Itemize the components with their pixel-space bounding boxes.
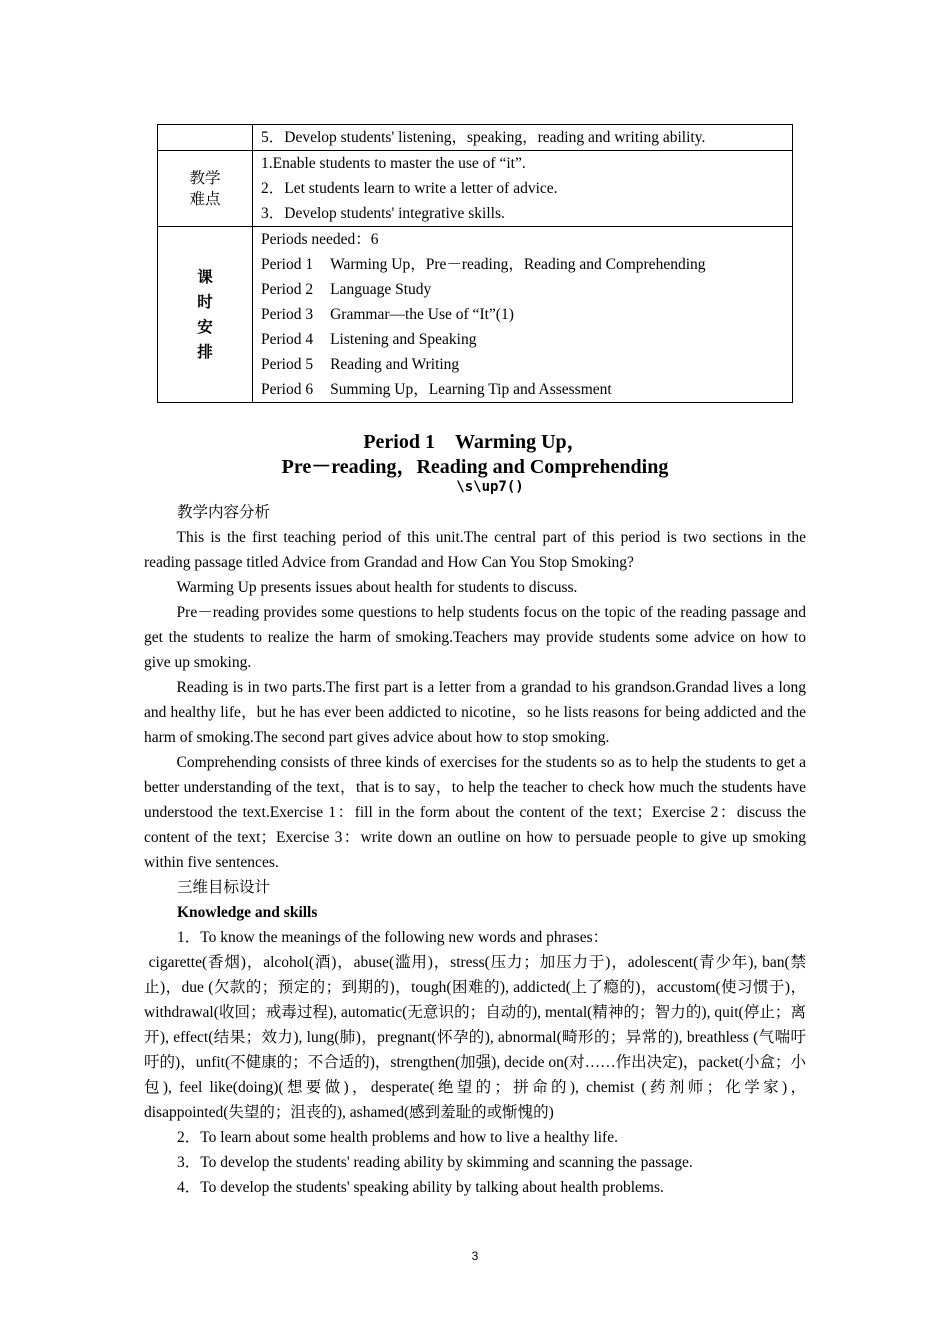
label-char: 时 <box>197 293 213 311</box>
label-char: 课 <box>197 268 213 286</box>
period-line: Period 5 Reading and Writing <box>261 356 460 373</box>
period-line: Period 2 Language Study <box>261 281 432 298</box>
section-title-line2: Pre－reading，Reading and Comprehending <box>281 456 669 478</box>
difficulties-label <box>158 151 253 227</box>
difficulties-cell <box>253 151 793 227</box>
field-code: \s\up7() <box>456 479 524 495</box>
objective-line: 5．Develop students' listening，speaking，reading and writing ability. <box>261 129 706 146</box>
subheading-knowledge-skills: Knowledge and skills <box>177 904 318 921</box>
vocabulary-list: cigarette(香烟)，alcohol(酒)，abuse(滥用)，stress(压力；加压力于)，adolescent(青少年), ban(禁止)，due (欠款的；预定的；到期的)，tough(困难的), addicted(上了瘾的)，accustom(使习惯于)，withdrawal(收回；戒毒过程), automatic(无意识的；自动的), mental(精神的；智力的), quit(停止；离开), effect(结果；效力), lung(肺)，pregnant(怀孕的), abnormal(畸形的；异常的), breathless (气喘吁吁的)，unfit(不健康的；不合适的)，strengthen(加强), decide on(对……作出决定)，packet(小盒；小包), feel like(doing)(想要做)，desperate(绝望的；拼命的), chemist (药剂师；化学家)，disappointed(失望的；沮丧的), ashamed(感到羞耻的或惭愧的) <box>144 954 806 1121</box>
lesson-plan-table <box>157 124 793 403</box>
label-line: 教学 <box>189 169 221 187</box>
label-char: 排 <box>197 343 213 361</box>
document-body <box>144 500 806 1200</box>
objective-item: 3．To develop the students' reading ability by skimming and scanning the passage. <box>177 1154 693 1171</box>
heading-objectives: 三维目标设计 <box>177 879 271 896</box>
periods-needed: Periods needed：6 <box>261 231 379 248</box>
schedule-label <box>158 227 253 403</box>
table-row <box>158 125 793 151</box>
label-char: 安 <box>197 318 213 336</box>
paragraph: This is the first teaching period of this unit.The central part of this period is two sections in the reading passage titled Advice from Grandad and How Can You Stop Smoking? <box>144 529 806 571</box>
paragraph: Warming Up presents issues about health for students to discuss. <box>176 579 578 596</box>
heading-content-analysis: 教学内容分析 <box>177 504 271 521</box>
label-line: 难点 <box>189 190 221 208</box>
table-row <box>158 151 793 227</box>
period-line: Period 4 Listening and Speaking <box>261 331 477 348</box>
period-line: Period 6 Summing Up，Learning Tip and Assessment <box>261 381 612 398</box>
period-line: Period 3 Grammar—the Use of “It”(1) <box>261 306 514 323</box>
paragraph: Comprehending consists of three kinds of exercises for the students so as to help the students to get a better understanding of the text，that is to say，to help the teacher to check how much the students have understood the text.Exercise 1：fill in the form about the content of the text；Exercise 2：discuss the content of the text；Exercise 3：write down an outline on how to persuade people to give up smoking within five sentences. <box>144 754 806 871</box>
objective-item: 2．To learn about some health problems and how to live a healthy life. <box>177 1129 618 1146</box>
paragraph: Pre－reading provides some questions to help students focus on the topic of the reading passage and get the students to realize the harm of smoking.Teachers may provide students some advice on how to give up smoking. <box>144 604 806 671</box>
paragraph: Reading is in two parts.The first part is a letter from a grandad to his grandson.Grandad lives a long and healthy life，but he has ever been addicted to nicotine，so he lists reasons for being addicted and the harm of smoking.The second part gives advice about how to stop smoking. <box>144 679 806 746</box>
objective-item: 4．To develop the students' speaking ability by talking about health problems. <box>177 1179 664 1196</box>
schedule-cell <box>253 227 793 403</box>
row-label-empty <box>158 125 253 151</box>
period-line: Period 1 Warming Up，Pre－reading，Reading and Comprehending <box>261 256 706 273</box>
difficulty-line: 1.Enable students to master the use of “it”. <box>261 155 526 172</box>
section-title-line1: Period 1 Warming Up， <box>363 431 587 453</box>
objectives-cell <box>253 125 793 151</box>
page-number: 3 <box>471 1249 479 1263</box>
table-row <box>158 227 793 403</box>
objective-item: 1．To know the meanings of the following new words and phrases： <box>177 929 609 946</box>
difficulty-line: 3．Develop students' integrative skills. <box>261 205 505 222</box>
difficulty-line: 2．Let students learn to write a letter of advice. <box>261 180 558 197</box>
